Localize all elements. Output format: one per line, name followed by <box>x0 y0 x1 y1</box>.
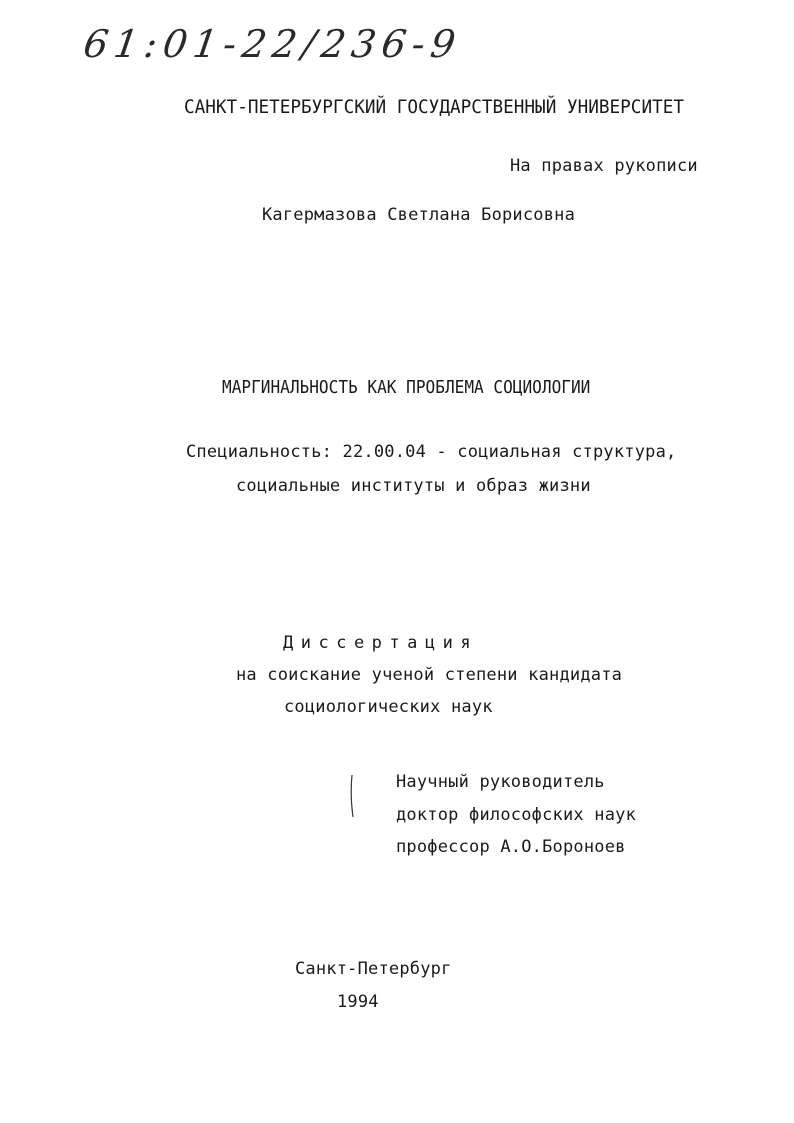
dissertation-title: МАРГИНАЛЬНОСТЬ КАК ПРОБЛЕМА СОЦИОЛОГИИ <box>222 378 591 398</box>
specialty-line-2: социальные институты и образ жизни <box>236 476 591 496</box>
margin-mark <box>350 775 354 817</box>
manuscript-rights-note: На правах рукописи <box>510 156 698 176</box>
dissertation-label: Диссертация <box>283 633 479 653</box>
place-of-publication: Санкт-Петербург <box>295 959 452 979</box>
supervisor-line-2: доктор философских наук <box>396 805 637 825</box>
publication-year: 1994 <box>337 992 379 1012</box>
supervisor-line-3: профессор А.О.Бороноев <box>396 837 626 857</box>
supervisor-line-1: Научный руководитель <box>396 772 605 792</box>
specialty-line-1: Специальность: 22.00.04 - социальная структура, <box>186 442 677 462</box>
degree-line-1: на соискание ученой степени кандидата <box>236 665 623 685</box>
author-name: Кагермазова Светлана Борисовна <box>262 205 576 225</box>
university-name: САНКТ-ПЕТЕРБУРГСКИЙ ГОСУДАРСТВЕННЫЙ УНИВЕРСИТЕТ <box>184 96 685 118</box>
handwritten-archive-code: 61:01-22/236-9 <box>80 22 465 66</box>
degree-line-2: социологических наук <box>284 697 493 717</box>
